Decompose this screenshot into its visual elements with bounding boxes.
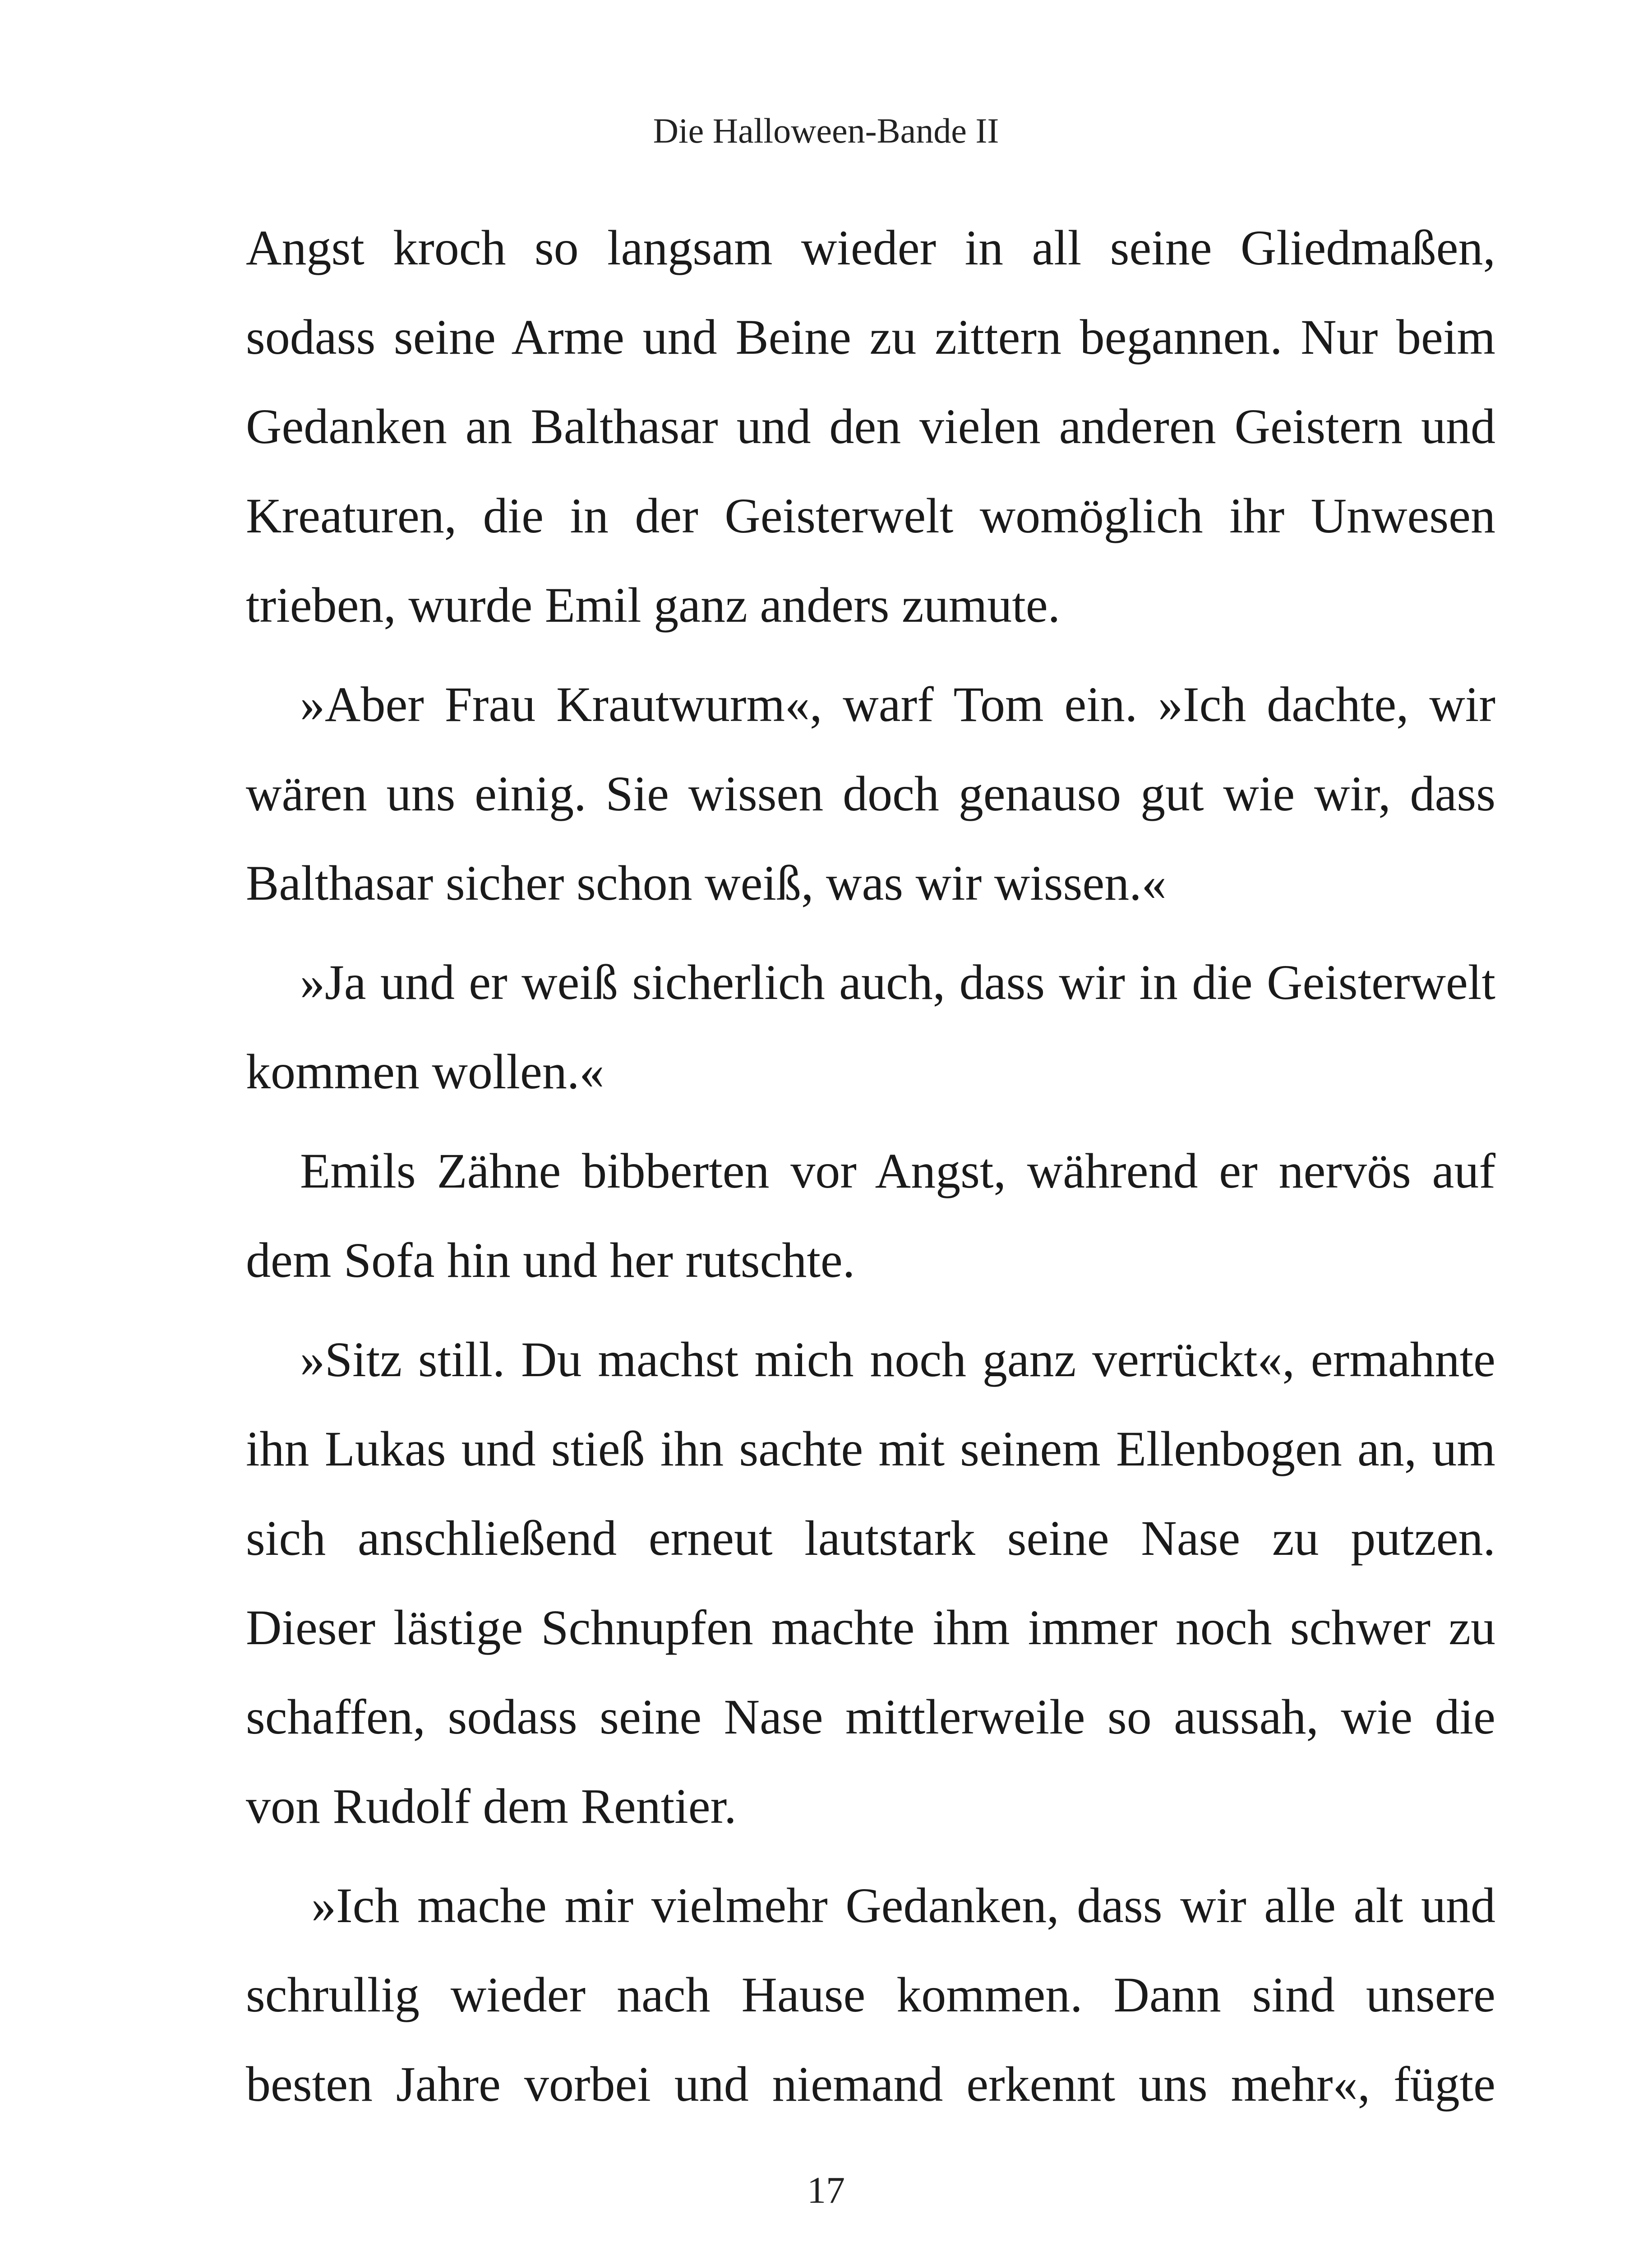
paragraph: Emils Zähne bibberten vor Angst, während er nervös auf dem Sofa hin und her rutschte. bbox=[246, 1143, 1495, 1288]
paragraph: »Aber Frau Krautwurm«, warf Tom ein. »Ich dachte, wir wären uns einig. Sie wissen doch genauso gut wie wir, dass Balthasar sicher schon weiß, was wir wissen.« bbox=[246, 677, 1495, 911]
page-number: 17 bbox=[807, 2169, 845, 2211]
running-header: Die Halloween-Bande II bbox=[653, 111, 999, 150]
paragraph: Angst kroch so langsam wieder in all seine Gliedmaßen, sodass seine Arme und Beine zu zittern begannen. Nur beim Gedanken an Balthasar und den vielen anderen Geistern und Kreaturen, die in der Geisterwelt womöglich ihr Unwesen trieben, wurde Emil ganz anders zumute. bbox=[246, 220, 1495, 633]
paragraph: »Ich mache mir vielmehr Gedanken, dass wir alle alt und schrullig wieder nach Hause kommen. Dann sind unsere besten Jahre vorbei und niemand erkennt uns mehr«, fügte bbox=[246, 1878, 1495, 2112]
page-body bbox=[246, 203, 1495, 2129]
paragraph: »Sitz still. Du machst mich noch ganz verrückt«, ermahnte ihn Lukas und stieß ihn sachte mit seinem Ellenbogen an, um sich anschließend erneut lautstark seine Nase zu putzen. Dieser lästige Schnupfen machte ihm immer noch schwer zu schaffen, sodass seine Nase mittlerweile so aussah, wie die von Rudolf dem Rentier. bbox=[246, 1332, 1495, 1834]
paragraph: »Ja und er weiß sicherlich auch, dass wir in die Geisterwelt kommen wollen.« bbox=[246, 955, 1495, 1099]
